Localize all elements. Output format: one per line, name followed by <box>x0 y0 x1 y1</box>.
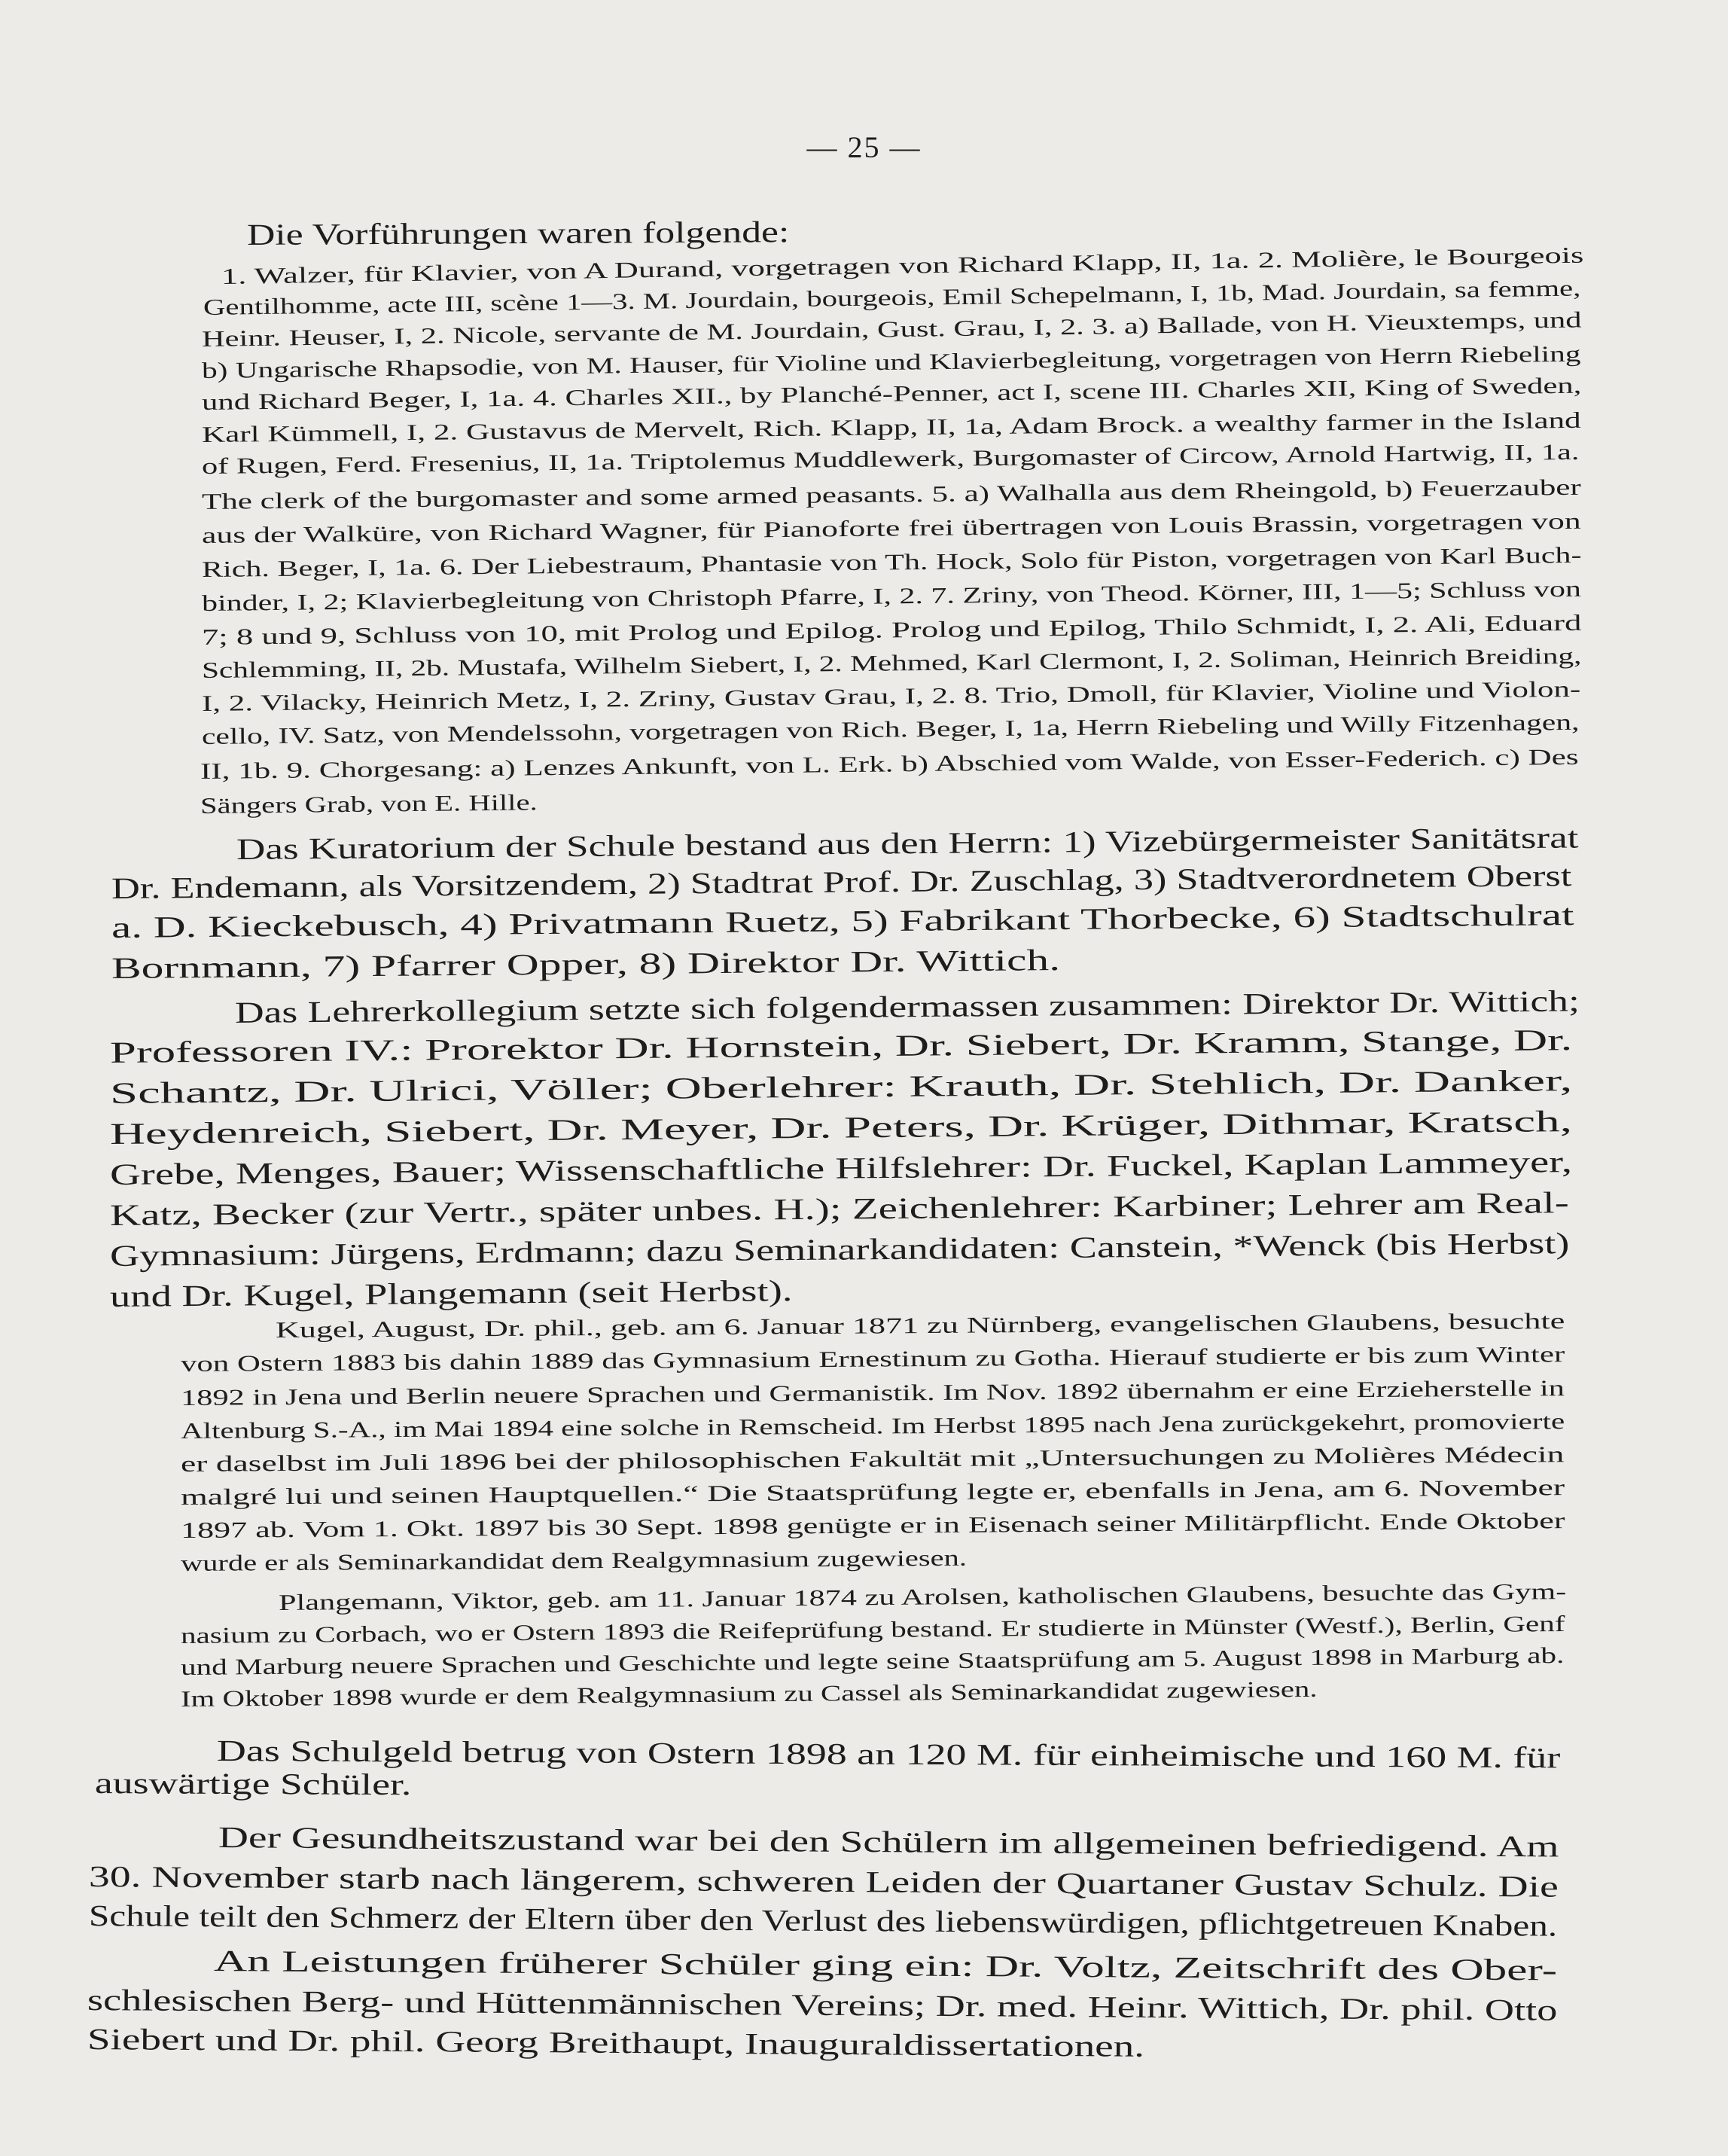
program-line: II, 1b. 9. Chorgesang: a) Lenzes Ankunft, von L. Erk. b) Abschied vom Walde, von Esser-Federich. c) Des <box>200 744 1579 784</box>
kugel-bio-line: 1892 in Jena und Berlin neuere Sprachen und Germanistik. Im Nov. 1892 übernahm er eine Erzieherstelle in <box>180 1376 1565 1410</box>
gesundheit-line: Der Gesundheitszustand war bei den Schülern im allgemeinen befriedigend. Am <box>218 1820 1559 1864</box>
program-line: 1. Walzer, für Klavier, von A Durand, vorgetragen von Richard Klapp, II, 1a. 2. Molière, le Bourgeois <box>221 242 1584 289</box>
lehrer-line: Katz, Becker (zur Vertr., später unbes. H.); Zeichenlehrer: Karbiner; Lehrer am Real- <box>109 1185 1569 1232</box>
program-line: Heinr. Heuser, I, 2. Nicole, servante de M. Jourdain, Gust. Grau, I, 2. 3. a) Ballade, von H. Vieuxtemps, und <box>201 307 1582 352</box>
kugel-bio-line: wurde er als Seminarkandidat dem Realgymnasium zugewiesen. <box>180 1545 968 1576</box>
kugel-bio-line: malgré lui und seinen Hauptquellen.“ Die Staatsprüfung legte er, ebenfalls in Jena, am 6. November <box>180 1475 1565 1510</box>
gesundheit-line: Schule teilt den Schmerz der Eltern über den Verlust des liebenswürdigen, pflichtgetreuen Knaben. <box>88 1898 1558 1943</box>
kuratorium-line: Bornmann, 7) Pfarrer Opper, 8) Direktor Dr. Wittich. <box>111 943 1061 985</box>
kugel-bio-line: er daselbst im Juli 1896 bei der philosophischen Fakultät mit „Untersuchungen zu Molières Médecin <box>180 1442 1565 1477</box>
program-line: b) Ungarische Rhapsodie, von M. Hauser, für Violine und Klavierbegleitung, vorgetragen von Herrn Riebeling <box>201 341 1581 383</box>
gesundheit-line: 30. November starb nach längerem, schweren Leiden der Quartaner Gustav Schulz. Die <box>88 1859 1559 1904</box>
plangemann-bio-line: nasium zu Corbach, wo er Ostern 1893 die Reifeprüfung bestand. Er studierte in Münster (Westf.), Berlin, Genf <box>180 1611 1565 1648</box>
plangemann-bio-line: Im Oktober 1898 wurde er dem Realgymnasium zu Cassel als Seminarkandidat zugewiesen. <box>180 1676 1318 1712</box>
kuratorium-line: Das Kuratorium der Schule bestand aus den Herrn: 1) Vizebürgermeister Sanitätsrat <box>236 820 1579 866</box>
plangemann-bio-line: Plangemann, Viktor, geb. am 11. Januar 1874 zu Arolsen, katholischen Glaubens, besuchte das Gym- <box>278 1579 1567 1615</box>
program-line: Rich. Beger, I, 1a. 6. Der Liebestraum, Phantasie von Th. Hock, Solo für Piston, vorgetragen von Karl Buch- <box>201 542 1582 582</box>
leistungen-line: schlesischen Berg- und Hüttenmännischen Vereins; Dr. med. Heinr. Wittich, Dr. phil. Otto <box>87 1983 1558 2027</box>
schulgeld-line: Das Schulgeld betrug von Ostern 1898 an 120 M. für einheimische und 160 M. für <box>216 1734 1561 1775</box>
plangemann-bio-line: und Marburg neuere Sprachen und Geschichte und legte seine Staatsprüfung am 5. August 1898 in Marburg ab. <box>180 1642 1565 1680</box>
program-line: of Rugen, Ferd. Fresenius, II, 1a. Triptolemus Muddlewerk, Burgomaster of Circow, Arnold Hartwig, II, 1a. <box>201 439 1580 479</box>
program-line: cello, IV. Satz, von Mendelssohn, vorgetragen von Rich. Beger, I, 1a, Herrn Riebeling und Willy Fitzenhagen, <box>201 709 1580 749</box>
lehrer-line: Schantz, Dr. Ulrici, Völler; Oberlehrer: Krauth, Dr. Stehlich, Dr. Danker, <box>109 1063 1573 1110</box>
program-line: Schlemming, II, 2b. Mustafa, Wilhelm Siebert, I, 2. Mehmed, Karl Clermont, I, 2. Soliman, Heinrich Breiding, <box>201 643 1582 683</box>
schulgeld-line: auswärtige Schüler. <box>94 1766 412 1802</box>
program-line: binder, I, 2; Klavierbegleitung von Christoph Pfarre, I, 2. 7. Zriny, von Theod. Körner, III, 1—5; Schluss von <box>201 576 1582 616</box>
kugel-bio-line: Kugel, August, Dr. phil., geb. am 6. Januar 1871 zu Nürnberg, evangelischen Glaubens, besuchte <box>275 1309 1565 1343</box>
lehrer-line: Grebe, Menges, Bauer; Wissenschaftliche Hilfslehrer: Dr. Fuckel, Kaplan Lammeyer, <box>109 1145 1573 1191</box>
lehrer-line: Das Lehrerkollegium setzte sich folgendermassen zusammen: Direktor Dr. Wittich; <box>234 983 1580 1029</box>
page-number: — 25 — <box>806 130 922 164</box>
lehrer-line: und Dr. Kugel, Plangemann (seit Herbst). <box>109 1273 793 1313</box>
lehrer-line: Professoren IV.: Prorektor Dr. Hornstein, Dr. Siebert, Dr. Kramm, Stange, Dr. <box>109 1023 1573 1069</box>
kugel-bio-line: 1897 ab. Vom 1. Okt. 1897 bis 30 Sept. 1898 genügte er in Eisenach seiner Militärpflicht. Ende Oktober <box>180 1508 1565 1543</box>
leistungen-line: An Leistungen früherer Schüler ging ein: Dr. Voltz, Zeitschrift des Ober- <box>213 1944 1558 1987</box>
program-line: Karl Kümmell, I, 2. Gustavus de Mervelt, Rich. Klapp, II, 1a, Adam Brock. a wealthy farmer in the Island <box>201 407 1581 447</box>
kugel-bio-line: Altenburg S.-A., im Mai 1894 eine solche in Remscheid. Im Herbst 1895 nach Jena zurückgekehrt, promovierte <box>180 1409 1565 1444</box>
lehrer-line: Heydenreich, Siebert, Dr. Meyer, Dr. Peters, Dr. Krüger, Dithmar, Kratsch, <box>109 1104 1573 1151</box>
program-line: und Richard Beger, I, 1a. 4. Charles XII., by Planché-Penner, act I, scene III. Charles XII, King of Sweden, <box>201 373 1582 415</box>
program-heading: Die Vorführungen waren folgende: <box>246 215 790 252</box>
program-line: aus der Walküre, von Richard Wagner, für Pianoforte frei übertragen von Louis Brassin, vorgetragen von <box>201 508 1581 548</box>
kugel-bio-line: von Ostern 1883 bis dahin 1889 das Gymnasium Ernestinum zu Gotha. Hierauf studierte er bis zum Winter <box>180 1342 1565 1377</box>
program-line: 7; 8 und 9, Schluss von 10, mit Prolog und Epilog. Prolog und Epilog, Thilo Schmidt, I, 2. Ali, Eduard <box>201 610 1582 650</box>
leistungen-line: Siebert und Dr. phil. Georg Breithaupt, Inauguraldissertationen. <box>87 2022 1145 2063</box>
lehrer-line: Gymnasium: Jürgens, Erdmann; dazu Seminarkandidaten: Canstein, *Wenck (bis Herbst) <box>109 1226 1570 1273</box>
program-line: The clerk of the burgomaster and some armed peasants. 5. a) Walhalla aus dem Rheingold, b) Feuerzauber <box>201 474 1581 514</box>
program-line: I, 2. Vilacky, Heinrich Metz, I, 2. Zriny, Gustav Grau, I, 2. 8. Trio, Dmoll, für Klavier, Violine und Violon- <box>201 676 1581 716</box>
program-line: Gentilhomme, acte III, scène 1—3. M. Jourdain, bourgeois, Emil Schepelmann, I, 1b, Mad. Jourdain, sa femme, <box>203 276 1581 320</box>
kuratorium-line: Dr. Endemann, als Vorsitzendem, 2) Stadtrat Prof. Dr. Zuschlag, 3) Stadtverordnetem Oberst <box>111 858 1572 905</box>
kuratorium-line: a. D. Kieckebusch, 4) Privatmann Ruetz, 5) Fabrikant Thorbecke, 6) Stadtschulrat <box>111 898 1574 944</box>
program-line: Sängers Grab, von E. Hille. <box>200 790 538 819</box>
